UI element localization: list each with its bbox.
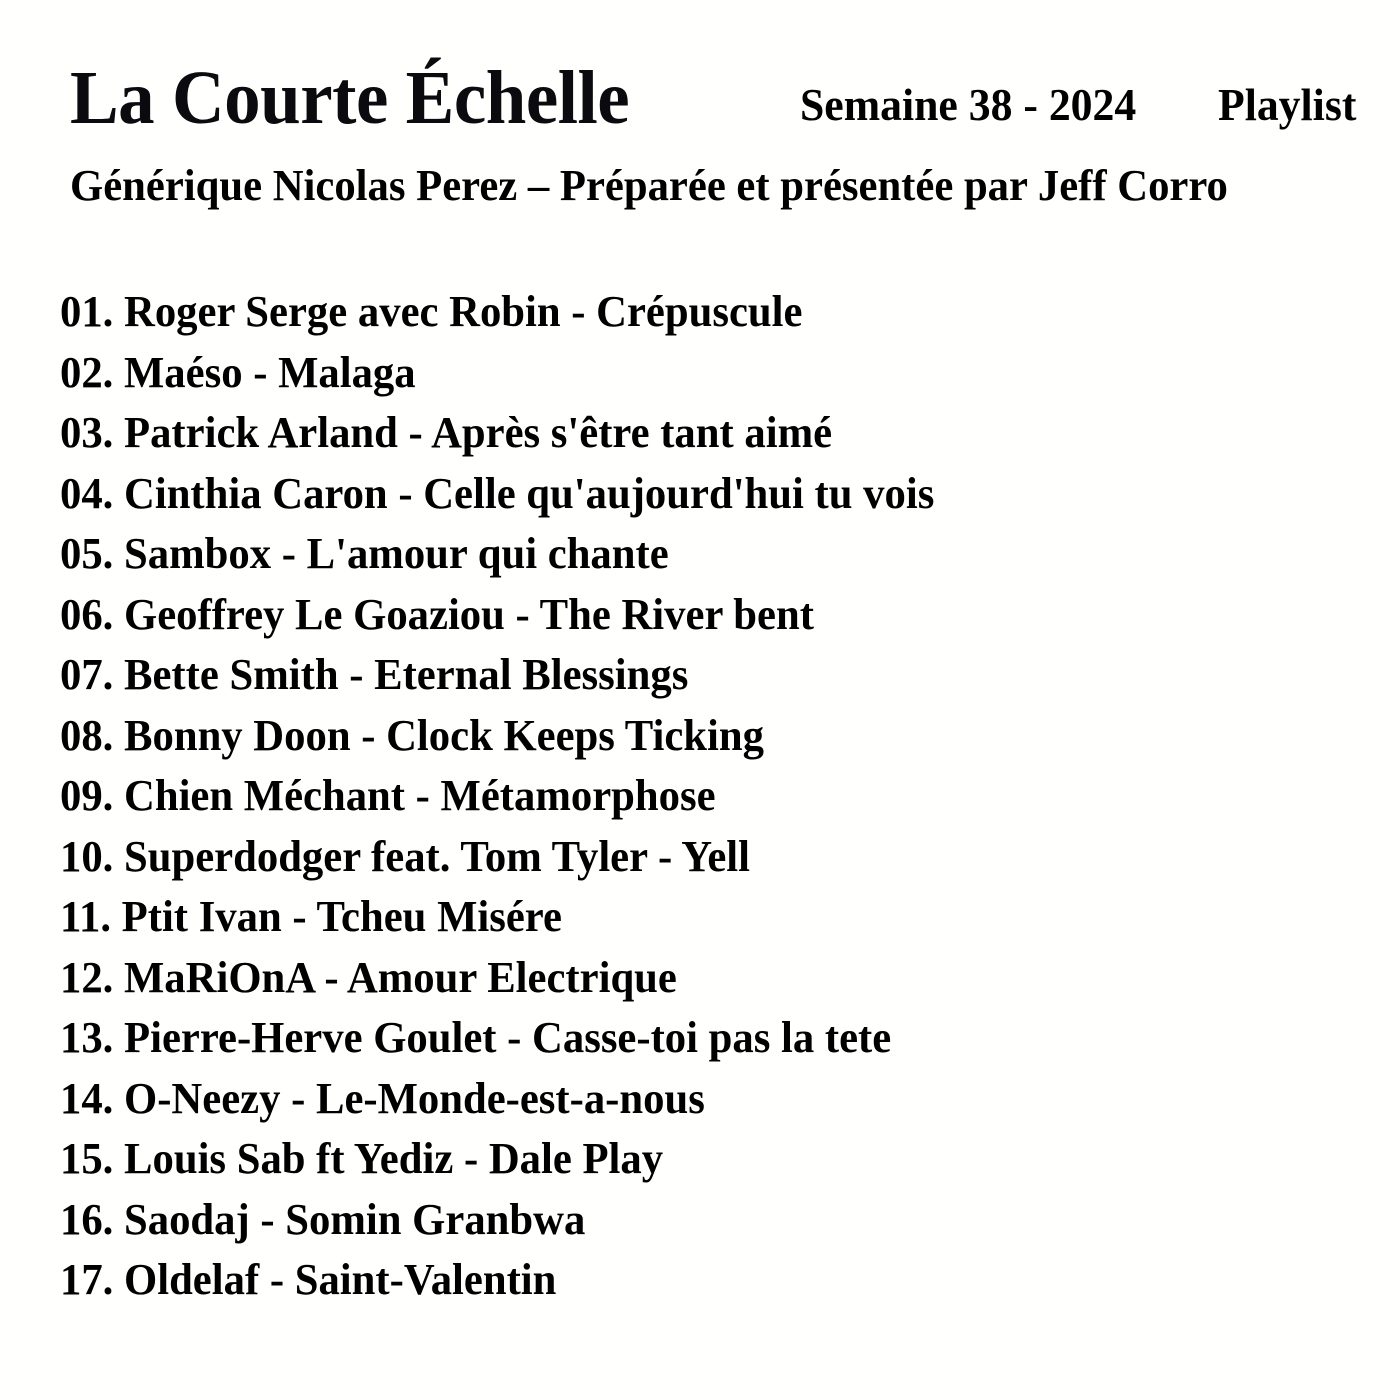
title-row: [70, 52, 1370, 144]
tracklist-item: [60, 585, 1340, 646]
track-entry: Sambox - L'amour qui chante: [124, 529, 669, 578]
credits-line: Générique Nicolas Perez – Préparée et présentée par Jeff Corro: [70, 161, 1228, 210]
track-number: 05.: [60, 529, 114, 578]
track-entry: Geoffrey Le Goaziou - The River bent: [124, 589, 814, 639]
track-entry: Maéso - Malaga: [124, 347, 416, 397]
tracklist-item: [60, 766, 1340, 827]
tracklist-item: [60, 827, 1340, 888]
tracklist-item: [60, 1069, 1340, 1130]
track-number: 07.: [60, 650, 114, 699]
tracklist-item: [60, 948, 1340, 1009]
track-number: 03.: [60, 408, 114, 457]
track-number: 02.: [60, 347, 114, 397]
playlist-label: Playlist: [1218, 79, 1357, 130]
tracklist-item: [60, 403, 1340, 464]
track-number: 06.: [60, 589, 114, 639]
track-entry: Roger Serge avec Robin - Crépuscule: [124, 287, 803, 336]
track-number: 15.: [60, 1134, 114, 1183]
track-number: 10.: [60, 831, 114, 881]
track-number: 01.: [60, 287, 114, 336]
track-number: 11.: [60, 892, 112, 941]
track-entry: Superdodger feat. Tom Tyler - Yell: [124, 831, 751, 881]
tracklist-item: [60, 464, 1340, 525]
track-entry: Patrick Arland - Après s'être tant aimé: [124, 408, 833, 457]
track-number: 04.: [60, 468, 114, 518]
track-entry: Pierre-Herve Goulet - Casse-toi pas la tete: [124, 1013, 892, 1062]
track-number: 12.: [60, 952, 114, 1002]
tracklist: [60, 282, 1380, 1311]
track-entry: Bonny Doon - Clock Keeps Ticking: [124, 710, 764, 760]
track-number: 09.: [60, 771, 114, 820]
track-entry: Ptit Ivan - Tcheu Misére: [121, 892, 562, 941]
track-number: 13.: [60, 1013, 114, 1062]
tracklist-item: [60, 1250, 1340, 1311]
track-number: 17.: [60, 1255, 114, 1304]
tracklist-item: [60, 1129, 1340, 1190]
tracklist-item: [60, 706, 1340, 767]
track-entry: O-Neezy - Le-Monde-est-a-nous: [124, 1073, 705, 1123]
tracklist-item: [60, 887, 1340, 948]
track-entry: Louis Sab ft Yediz - Dale Play: [124, 1134, 664, 1183]
track-number: 16.: [60, 1194, 114, 1244]
track-entry: MaRiOnA - Amour Electrique: [124, 952, 677, 1002]
track-number: 08.: [60, 710, 114, 760]
page-title: La Courte Échelle: [70, 56, 630, 140]
week-label: Semaine 38 - 2024: [800, 79, 1137, 130]
tracklist-item: [60, 524, 1340, 585]
track-entry: Saodaj - Somin Granbwa: [124, 1194, 586, 1244]
track-entry: Oldelaf - Saint-Valentin: [124, 1255, 557, 1304]
track-entry: Bette Smith - Eternal Blessings: [124, 650, 689, 699]
tracklist-item: [60, 645, 1340, 706]
tracklist-item: [60, 1008, 1340, 1069]
track-number: 14.: [60, 1073, 114, 1123]
tracklist-item: [60, 282, 1340, 343]
track-entry: Cinthia Caron - Celle qu'aujourd'hui tu vois: [124, 468, 935, 518]
tracklist-item: [60, 343, 1340, 404]
track-entry: Chien Méchant - Métamorphose: [124, 771, 716, 820]
tracklist-item: [60, 1190, 1340, 1251]
